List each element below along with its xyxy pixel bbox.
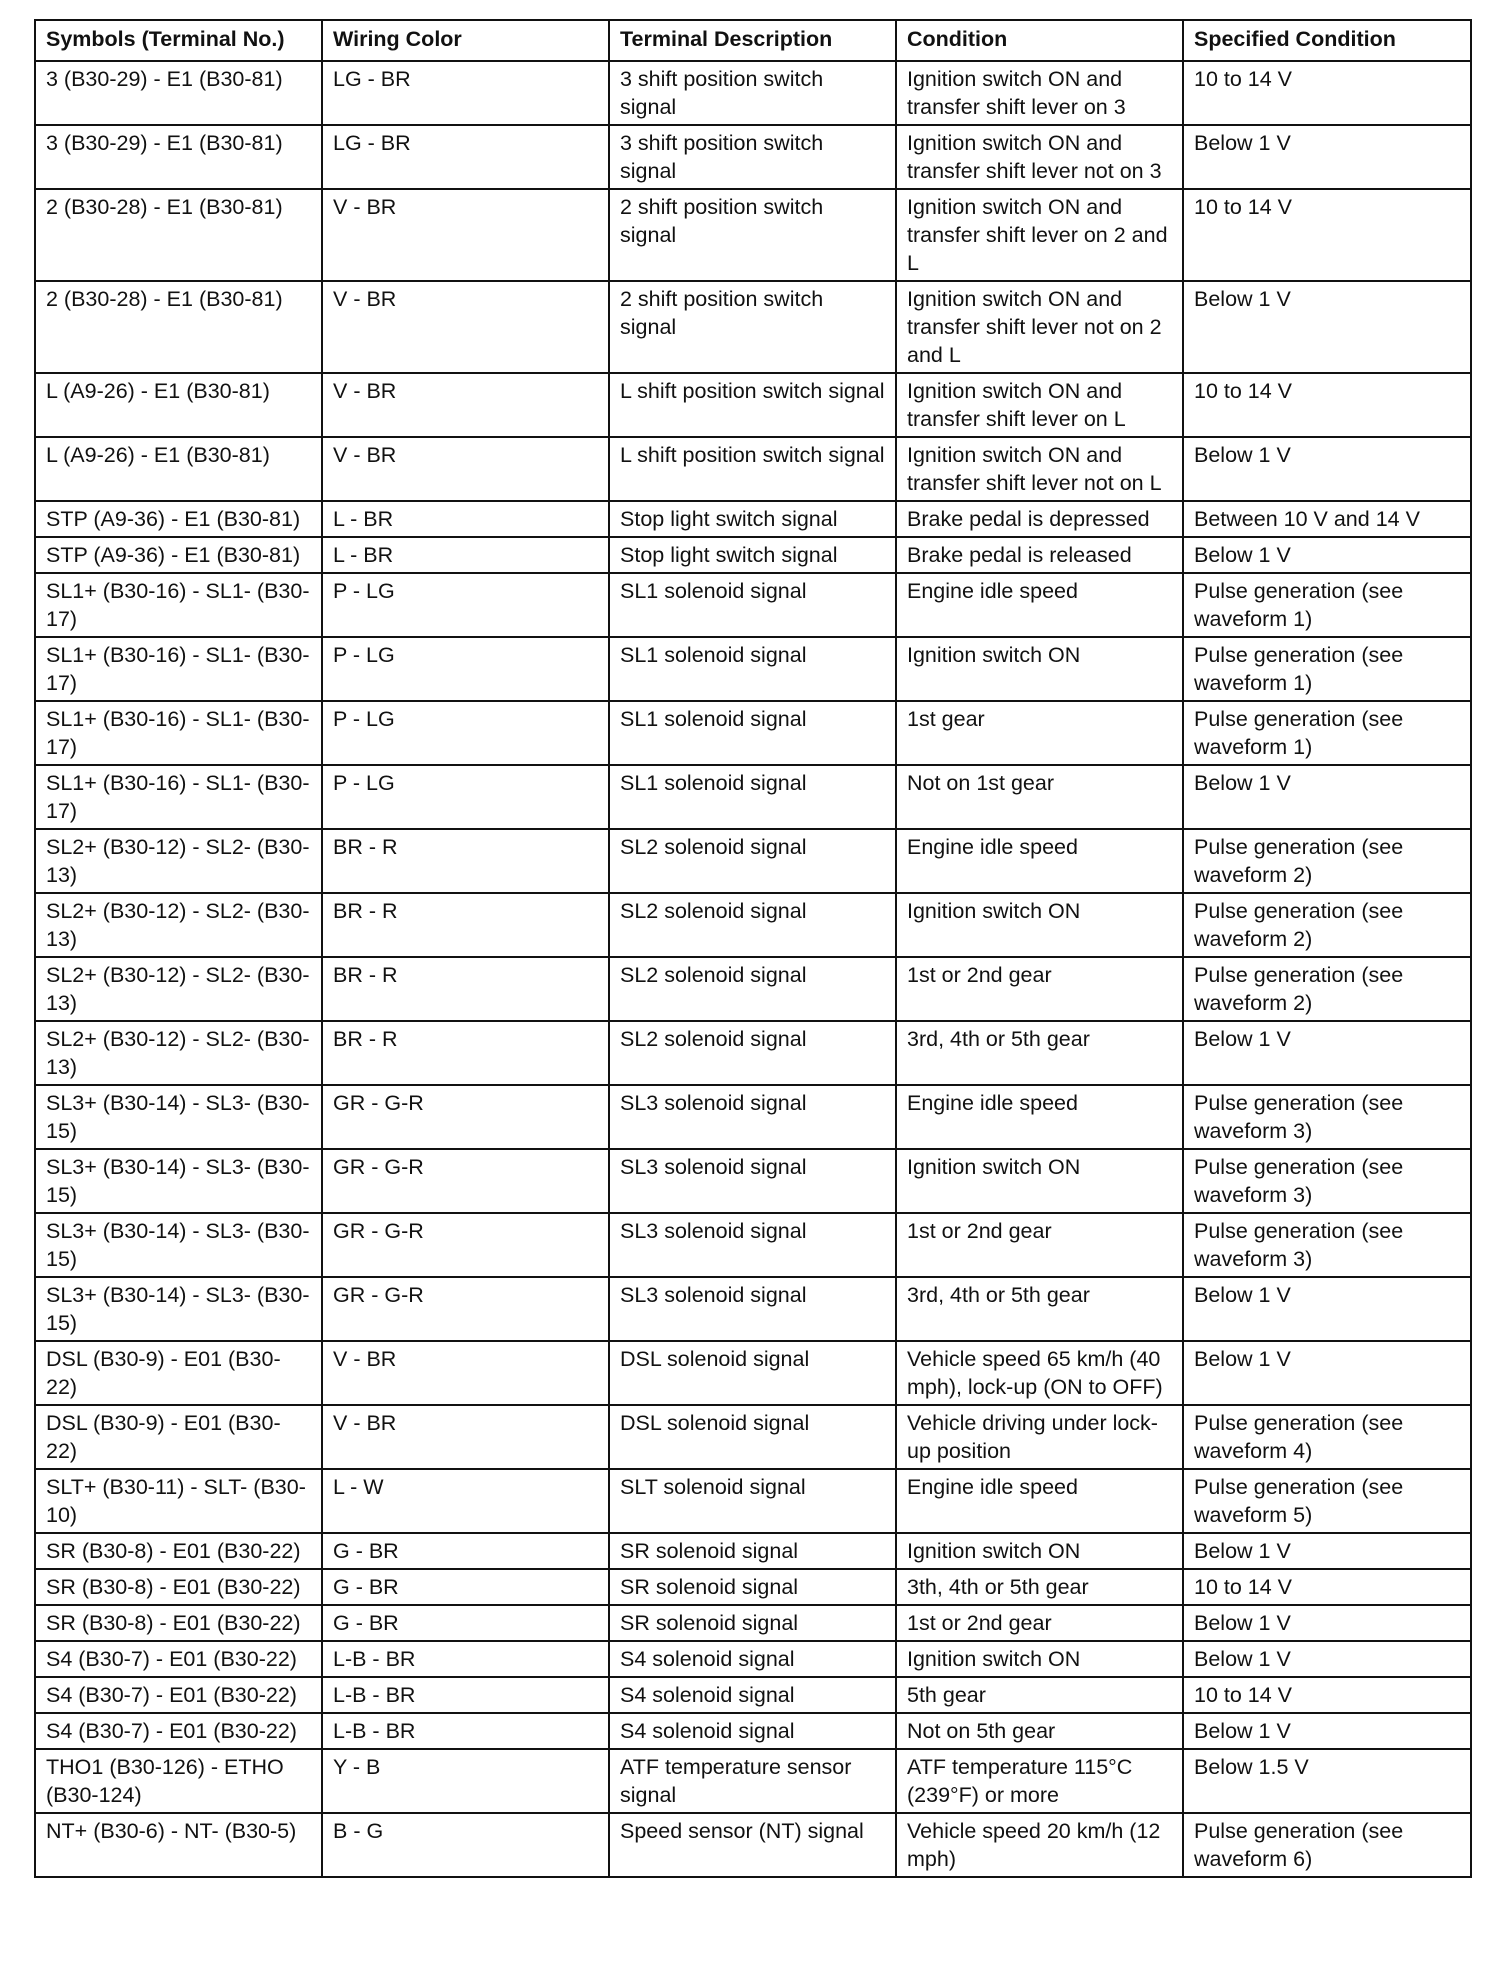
cell-wiring-color: V - BR — [322, 281, 609, 373]
table-row — [35, 1813, 1471, 1877]
cell-symbols: SL2+ (B30-12) - SL2- (B30-13) — [35, 1021, 322, 1085]
cell-condition: 3th, 4th or 5th gear — [896, 1569, 1183, 1605]
cell-specified-condition: Pulse generation (see waveform 5) — [1183, 1469, 1471, 1533]
table-row — [35, 1085, 1471, 1149]
cell-wiring-color: L-B - BR — [322, 1713, 609, 1749]
cell-wiring-color: GR - G-R — [322, 1277, 609, 1341]
cell-specified-condition: 10 to 14 V — [1183, 1677, 1471, 1713]
table-row — [35, 1213, 1471, 1277]
cell-terminal-description: SL3 solenoid signal — [609, 1277, 896, 1341]
cell-condition: Ignition switch ON — [896, 1149, 1183, 1213]
cell-condition: Ignition switch ON and transfer shift lever on 2 and L — [896, 189, 1183, 281]
cell-terminal-description: SL2 solenoid signal — [609, 893, 896, 957]
cell-specified-condition: 10 to 14 V — [1183, 373, 1471, 437]
cell-wiring-color: Y - B — [322, 1749, 609, 1813]
cell-symbols: SL1+ (B30-16) - SL1- (B30-17) — [35, 573, 322, 637]
cell-terminal-description: SR solenoid signal — [609, 1533, 896, 1569]
cell-condition: Ignition switch ON and transfer shift lever not on L — [896, 437, 1183, 501]
table-row — [35, 701, 1471, 765]
cell-condition: Ignition switch ON and transfer shift lever not on 2 and L — [896, 281, 1183, 373]
table-row — [35, 957, 1471, 1021]
cell-wiring-color: V - BR — [322, 437, 609, 501]
cell-wiring-color: GR - G-R — [322, 1085, 609, 1149]
cell-specified-condition: Below 1 V — [1183, 537, 1471, 573]
cell-symbols: STP (A9-36) - E1 (B30-81) — [35, 537, 322, 573]
cell-specified-condition: Below 1 V — [1183, 1605, 1471, 1641]
cell-specified-condition: Pulse generation (see waveform 1) — [1183, 573, 1471, 637]
cell-condition: Engine idle speed — [896, 573, 1183, 637]
cell-condition: Ignition switch ON — [896, 1641, 1183, 1677]
cell-wiring-color: BR - R — [322, 893, 609, 957]
cell-wiring-color: G - BR — [322, 1605, 609, 1641]
cell-specified-condition: Pulse generation (see waveform 1) — [1183, 637, 1471, 701]
cell-wiring-color: P - LG — [322, 765, 609, 829]
cell-symbols: S4 (B30-7) - E01 (B30-22) — [35, 1713, 322, 1749]
cell-terminal-description: 2 shift position switch signal — [609, 281, 896, 373]
cell-wiring-color: V - BR — [322, 189, 609, 281]
table-row — [35, 125, 1471, 189]
cell-wiring-color: P - LG — [322, 573, 609, 637]
cell-terminal-description: SR solenoid signal — [609, 1569, 896, 1605]
header-wiring-color: Wiring Color — [322, 20, 609, 61]
table-row — [35, 573, 1471, 637]
cell-symbols: NT+ (B30-6) - NT- (B30-5) — [35, 1813, 322, 1877]
cell-wiring-color: BR - R — [322, 1021, 609, 1085]
cell-specified-condition: Pulse generation (see waveform 3) — [1183, 1085, 1471, 1149]
cell-wiring-color: L - BR — [322, 501, 609, 537]
cell-specified-condition: Below 1 V — [1183, 765, 1471, 829]
cell-condition: 1st gear — [896, 701, 1183, 765]
cell-wiring-color: P - LG — [322, 637, 609, 701]
cell-symbols: SL1+ (B30-16) - SL1- (B30-17) — [35, 637, 322, 701]
cell-specified-condition: Pulse generation (see waveform 1) — [1183, 701, 1471, 765]
cell-condition: 1st or 2nd gear — [896, 1213, 1183, 1277]
cell-condition: Ignition switch ON — [896, 1533, 1183, 1569]
table-row — [35, 437, 1471, 501]
cell-specified-condition: Below 1 V — [1183, 125, 1471, 189]
cell-symbols: SLT+ (B30-11) - SLT- (B30-10) — [35, 1469, 322, 1533]
terminal-spec-table — [34, 19, 1472, 1878]
cell-symbols: L (A9-26) - E1 (B30-81) — [35, 373, 322, 437]
cell-wiring-color: P - LG — [322, 701, 609, 765]
cell-terminal-description: DSL solenoid signal — [609, 1341, 896, 1405]
cell-symbols: SL3+ (B30-14) - SL3- (B30-15) — [35, 1213, 322, 1277]
cell-wiring-color: G - BR — [322, 1533, 609, 1569]
cell-terminal-description: SL1 solenoid signal — [609, 765, 896, 829]
cell-symbols: 2 (B30-28) - E1 (B30-81) — [35, 281, 322, 373]
table-row — [35, 61, 1471, 125]
cell-specified-condition: Below 1.5 V — [1183, 1749, 1471, 1813]
cell-condition: Brake pedal is released — [896, 537, 1183, 573]
cell-symbols: SL2+ (B30-12) - SL2- (B30-13) — [35, 957, 322, 1021]
cell-specified-condition: Pulse generation (see waveform 3) — [1183, 1213, 1471, 1277]
cell-symbols: SR (B30-8) - E01 (B30-22) — [35, 1569, 322, 1605]
table-row — [35, 893, 1471, 957]
cell-specified-condition: Pulse generation (see waveform 6) — [1183, 1813, 1471, 1877]
cell-symbols: DSL (B30-9) - E01 (B30-22) — [35, 1405, 322, 1469]
cell-specified-condition: Pulse generation (see waveform 2) — [1183, 957, 1471, 1021]
cell-condition: Brake pedal is depressed — [896, 501, 1183, 537]
cell-symbols: S4 (B30-7) - E01 (B30-22) — [35, 1677, 322, 1713]
cell-condition: Ignition switch ON and transfer shift lever on L — [896, 373, 1183, 437]
cell-condition: Not on 5th gear — [896, 1713, 1183, 1749]
cell-condition: Vehicle speed 20 km/h (12 mph) — [896, 1813, 1183, 1877]
cell-symbols: 3 (B30-29) - E1 (B30-81) — [35, 125, 322, 189]
cell-terminal-description: 3 shift position switch signal — [609, 125, 896, 189]
cell-terminal-description: SL1 solenoid signal — [609, 701, 896, 765]
cell-wiring-color: B - G — [322, 1813, 609, 1877]
cell-terminal-description: Speed sensor (NT) signal — [609, 1813, 896, 1877]
cell-terminal-description: Stop light switch signal — [609, 537, 896, 573]
cell-terminal-description: SL3 solenoid signal — [609, 1085, 896, 1149]
cell-terminal-description: S4 solenoid signal — [609, 1641, 896, 1677]
table-row — [35, 829, 1471, 893]
cell-specified-condition: Below 1 V — [1183, 1713, 1471, 1749]
cell-terminal-description: SL2 solenoid signal — [609, 957, 896, 1021]
cell-symbols: SL1+ (B30-16) - SL1- (B30-17) — [35, 701, 322, 765]
cell-symbols: SL2+ (B30-12) - SL2- (B30-13) — [35, 893, 322, 957]
table-row — [35, 1341, 1471, 1405]
table-row — [35, 373, 1471, 437]
cell-terminal-description: L shift position switch signal — [609, 437, 896, 501]
cell-specified-condition: Below 1 V — [1183, 1021, 1471, 1085]
cell-specified-condition: Below 1 V — [1183, 281, 1471, 373]
cell-terminal-description: SR solenoid signal — [609, 1605, 896, 1641]
cell-specified-condition: Below 1 V — [1183, 1533, 1471, 1569]
cell-wiring-color: GR - G-R — [322, 1213, 609, 1277]
cell-terminal-description: SL3 solenoid signal — [609, 1213, 896, 1277]
header-row — [35, 20, 1471, 61]
cell-condition: Engine idle speed — [896, 1469, 1183, 1533]
cell-symbols: 3 (B30-29) - E1 (B30-81) — [35, 61, 322, 125]
cell-condition: Vehicle driving under lock-up position — [896, 1405, 1183, 1469]
cell-terminal-description: L shift position switch signal — [609, 373, 896, 437]
cell-specified-condition: Below 1 V — [1183, 437, 1471, 501]
cell-symbols: SL3+ (B30-14) - SL3- (B30-15) — [35, 1085, 322, 1149]
cell-specified-condition: Below 1 V — [1183, 1641, 1471, 1677]
table-row — [35, 281, 1471, 373]
cell-wiring-color: LG - BR — [322, 125, 609, 189]
cell-condition: Ignition switch ON and transfer shift lever on 3 — [896, 61, 1183, 125]
table-row — [35, 1713, 1471, 1749]
cell-specified-condition: Pulse generation (see waveform 2) — [1183, 893, 1471, 957]
cell-specified-condition: 10 to 14 V — [1183, 61, 1471, 125]
header-specified-condition: Specified Condition — [1183, 20, 1471, 61]
cell-symbols: SL1+ (B30-16) - SL1- (B30-17) — [35, 765, 322, 829]
cell-wiring-color: BR - R — [322, 957, 609, 1021]
cell-condition: 3rd, 4th or 5th gear — [896, 1277, 1183, 1341]
cell-specified-condition: Below 1 V — [1183, 1277, 1471, 1341]
cell-condition: Engine idle speed — [896, 1085, 1183, 1149]
cell-condition: 3rd, 4th or 5th gear — [896, 1021, 1183, 1085]
cell-symbols: DSL (B30-9) - E01 (B30-22) — [35, 1341, 322, 1405]
cell-condition: 1st or 2nd gear — [896, 1605, 1183, 1641]
cell-wiring-color: L-B - BR — [322, 1677, 609, 1713]
header-symbols: Symbols (Terminal No.) — [35, 20, 322, 61]
cell-condition: Ignition switch ON and transfer shift lever not on 3 — [896, 125, 1183, 189]
cell-symbols: S4 (B30-7) - E01 (B30-22) — [35, 1641, 322, 1677]
cell-terminal-description: 2 shift position switch signal — [609, 189, 896, 281]
cell-terminal-description: SL2 solenoid signal — [609, 829, 896, 893]
cell-wiring-color: L-B - BR — [322, 1641, 609, 1677]
cell-specified-condition: Pulse generation (see waveform 4) — [1183, 1405, 1471, 1469]
cell-condition: Vehicle speed 65 km/h (40 mph), lock-up (ON to OFF) — [896, 1341, 1183, 1405]
table-row — [35, 1021, 1471, 1085]
table-row — [35, 501, 1471, 537]
cell-terminal-description: SL2 solenoid signal — [609, 1021, 896, 1085]
cell-condition: 5th gear — [896, 1677, 1183, 1713]
table-row — [35, 637, 1471, 701]
cell-terminal-description: DSL solenoid signal — [609, 1405, 896, 1469]
cell-symbols: SR (B30-8) - E01 (B30-22) — [35, 1605, 322, 1641]
cell-symbols: SL2+ (B30-12) - SL2- (B30-13) — [35, 829, 322, 893]
cell-wiring-color: L - BR — [322, 537, 609, 573]
cell-wiring-color: GR - G-R — [322, 1149, 609, 1213]
cell-terminal-description: SLT solenoid signal — [609, 1469, 896, 1533]
table-row — [35, 1533, 1471, 1569]
cell-condition: Engine idle speed — [896, 829, 1183, 893]
cell-terminal-description: S4 solenoid signal — [609, 1713, 896, 1749]
table-row — [35, 1149, 1471, 1213]
cell-terminal-description: ATF temperature sensor signal — [609, 1749, 896, 1813]
cell-terminal-description: Stop light switch signal — [609, 501, 896, 537]
header-condition: Condition — [896, 20, 1183, 61]
cell-wiring-color: G - BR — [322, 1569, 609, 1605]
table-row — [35, 1605, 1471, 1641]
cell-specified-condition: 10 to 14 V — [1183, 189, 1471, 281]
table-row — [35, 1641, 1471, 1677]
header-terminal-description: Terminal Description — [609, 20, 896, 61]
table-row — [35, 1569, 1471, 1605]
cell-condition: 1st or 2nd gear — [896, 957, 1183, 1021]
cell-symbols: STP (A9-36) - E1 (B30-81) — [35, 501, 322, 537]
table-row — [35, 537, 1471, 573]
table-row — [35, 1677, 1471, 1713]
table-row — [35, 1405, 1471, 1469]
table-row — [35, 1469, 1471, 1533]
cell-condition: Not on 1st gear — [896, 765, 1183, 829]
cell-specified-condition: Pulse generation (see waveform 3) — [1183, 1149, 1471, 1213]
cell-condition: ATF temperature 115°C (239°F) or more — [896, 1749, 1183, 1813]
cell-wiring-color: V - BR — [322, 373, 609, 437]
table-row — [35, 189, 1471, 281]
cell-condition: Ignition switch ON — [896, 637, 1183, 701]
cell-specified-condition: 10 to 14 V — [1183, 1569, 1471, 1605]
cell-specified-condition: Between 10 V and 14 V — [1183, 501, 1471, 537]
cell-wiring-color: L - W — [322, 1469, 609, 1533]
cell-symbols: SL3+ (B30-14) - SL3- (B30-15) — [35, 1149, 322, 1213]
cell-terminal-description: S4 solenoid signal — [609, 1677, 896, 1713]
cell-specified-condition: Pulse generation (see waveform 2) — [1183, 829, 1471, 893]
cell-wiring-color: V - BR — [322, 1405, 609, 1469]
cell-wiring-color: LG - BR — [322, 61, 609, 125]
cell-terminal-description: SL1 solenoid signal — [609, 573, 896, 637]
table-row — [35, 1277, 1471, 1341]
cell-symbols: THO1 (B30-126) - ETHO (B30-124) — [35, 1749, 322, 1813]
cell-symbols: 2 (B30-28) - E1 (B30-81) — [35, 189, 322, 281]
cell-wiring-color: V - BR — [322, 1341, 609, 1405]
cell-terminal-description: SL3 solenoid signal — [609, 1149, 896, 1213]
table-row — [35, 1749, 1471, 1813]
cell-symbols: SR (B30-8) - E01 (B30-22) — [35, 1533, 322, 1569]
cell-condition: Ignition switch ON — [896, 893, 1183, 957]
cell-terminal-description: SL1 solenoid signal — [609, 637, 896, 701]
cell-wiring-color: BR - R — [322, 829, 609, 893]
table-row — [35, 765, 1471, 829]
cell-specified-condition: Below 1 V — [1183, 1341, 1471, 1405]
cell-symbols: SL3+ (B30-14) - SL3- (B30-15) — [35, 1277, 322, 1341]
cell-terminal-description: 3 shift position switch signal — [609, 61, 896, 125]
cell-symbols: L (A9-26) - E1 (B30-81) — [35, 437, 322, 501]
